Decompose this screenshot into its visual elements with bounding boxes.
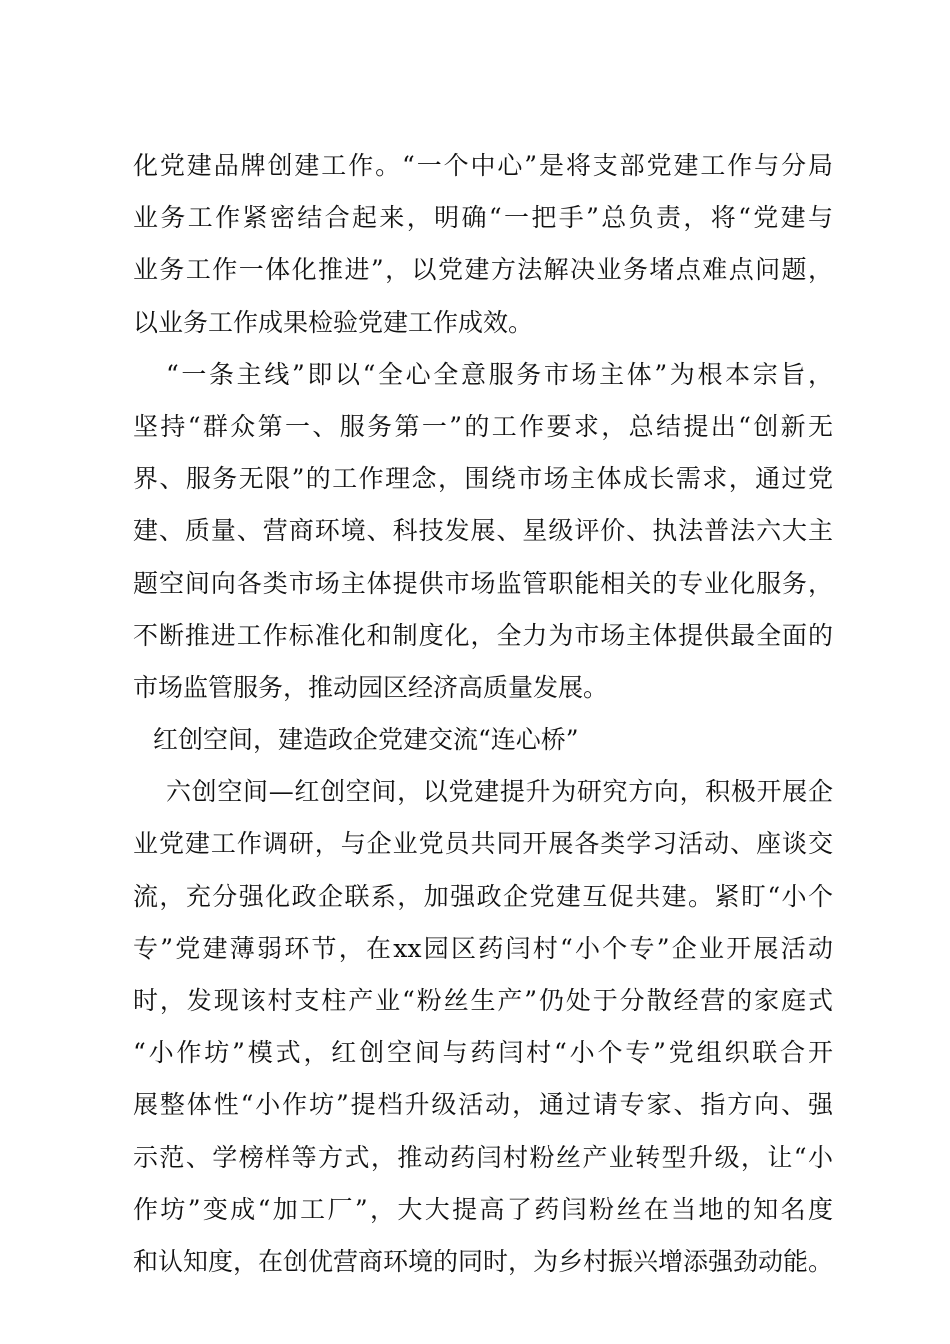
line-text: 建、质量、营商环境、科技发展、星级评价、执法普法六大主 [133,516,833,546]
line-text: 化党建品牌创建工作。“一个中心”是将支部党建工作与分局 [133,151,833,180]
line-text: 时，发现该村支柱产业“粉丝生产”仍处于分散经营的家庭式 [133,986,833,1015]
line-text: “小作坊”模式，红创空间与药闫村“小个专”党组织联合开 [133,1038,833,1068]
text-line [133,505,833,557]
line-text: 不断推进工作标准化和制度化，全力为市场主体提供最全面的 [133,620,833,650]
text-line [133,1132,833,1184]
text-line [133,975,833,1027]
text-line [133,349,833,401]
line-text: 六创空间—红创空间，以党建提升为研究方向，积极开展企 [166,777,833,807]
line-text: 以业务工作成果检验党建工作成效。 [133,307,534,337]
text-line [133,1027,833,1079]
line-text: 示范、学榜样等方式，推动药闫村粉丝产业转型升级，让“小 [133,1142,833,1172]
line-text: 坚持“群众第一、服务第一”的工作要求，总结提出“创新无 [133,411,833,441]
text-line [133,140,833,192]
text-line [133,766,833,818]
text-line [133,1079,833,1131]
text-line [133,871,833,923]
line-text: 专”党建薄弱环节，在xx园区药闫村“小个专”企业开展活动 [133,933,833,963]
text-line [133,192,833,244]
line-text: 市场监管服务，推动园区经济高质量发展。 [133,672,609,702]
text-line [133,453,833,505]
line-text: 作坊”变成“加工厂”，大大提高了药闫粉丝在当地的知名度 [133,1194,833,1224]
section-heading [133,714,833,766]
text-line [133,401,833,453]
text-line [133,610,833,662]
line-text: 题空间向各类市场主体提供市场监管职能相关的专业化服务， [133,568,833,598]
line-text: 红创空间，建造政企党建交流“连心桥” [153,725,579,755]
text-line [133,818,833,870]
line-text: 流，充分强化政企联系，加强政企党建互促共建。紧盯“小个 [133,881,833,911]
text-line [133,297,833,349]
line-text: 业务工作一体化推进”，以党建方法解决业务堵点难点问题， [133,255,833,285]
text-line [133,923,833,975]
line-text: “一条主线”即以“全心全意服务市场主体”为根本宗旨， [166,359,833,389]
line-text: 展整体性“小作坊”提档升级活动，通过请专家、指方向、强 [133,1090,833,1120]
text-line [133,558,833,610]
text-line [133,244,833,296]
text-line [133,1236,833,1288]
line-text: 业务工作紧密结合起来，明确“一把手”总负责，将“党建与 [133,203,833,233]
line-text: 界、服务无限”的工作理念，围绕市场主体成长需求，通过党 [133,464,833,494]
line-text: 和认知度，在创优营商环境的同时，为乡村振兴增添强劲动能。 [133,1246,834,1276]
text-line [133,662,833,714]
text-line [133,1184,833,1236]
body-text [133,140,833,1288]
line-text: 业党建工作调研，与企业党员共同开展各类学习活动、座谈交 [133,829,833,859]
